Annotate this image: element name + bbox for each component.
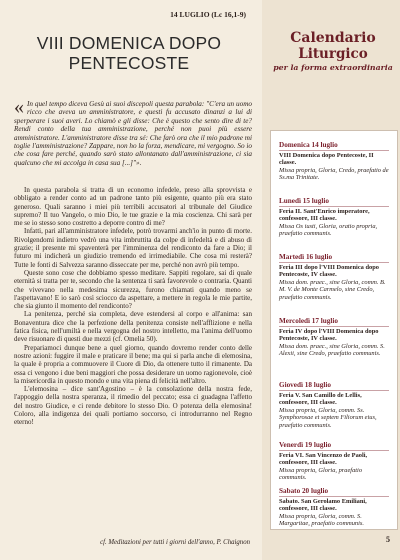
day-rank: Sabato. San Gerolamo Emiliani, confessore, III classe. (279, 498, 367, 513)
calendar-day (271, 141, 397, 182)
calendar-day (271, 381, 397, 429)
calendar-days-box (270, 130, 398, 530)
calendar-title-line1: Calendario (290, 30, 376, 46)
meditation-body (14, 186, 252, 427)
day-date: Venerdì 19 luglio (279, 441, 389, 451)
day-rank: VIII Domenica dopo Pentecoste, II classe. (279, 152, 374, 167)
day-rank: Feria II. Sant'Enrico imperatore, confessore, III classe. (279, 208, 370, 223)
day-rank: Feria III dopo l'VIII Domenica dopo Pentecoste, IV classe. (279, 264, 379, 279)
day-mass: Missa propria, Gloria, praefatio communis. (279, 466, 363, 482)
calendar-day (271, 253, 397, 301)
day-date: Lunedì 15 luglio (279, 197, 389, 207)
quote-text: In quel tempo diceva Gesù ai suoi discepoli questa parabola: "C'era un uomo ricco che aveva un amministratore, e questi fu accusato dinanzi a lui di sperperare i suoi averi. Lo chiamò e gli disse: Che è questo che sento dire di te? Rendi conto della tua amministrazione, perché non puoi più essere amministratore. L'amministratore disse tra sé: Che farò ora che il mio padrone mi toglie l'amministrazione? Zappare, non ho la forza, mendicare, mi vergogno. So io che cosa fare perché, quando sarò stato allontanato dall'amministrazione, ci sia qualcuno che mi accolga in casa sua [...]"». (14, 100, 252, 167)
calendar-header (270, 30, 396, 73)
day-mass: Missa propria, Gloria, comm. S. Margaritae, praefatio communis. (279, 512, 364, 528)
day-date: Giovedì 18 luglio (279, 381, 389, 391)
day-date: Sabato 20 luglio (279, 487, 389, 497)
calendar-subtitle: per la forma extraordinaria (273, 63, 393, 72)
day-rank: Feria V. San Camillo de Lellis, confessore, III classe. (279, 392, 362, 407)
gospel-reference: 14 LUGLIO (Lc 16,1-9) (170, 10, 246, 19)
day-mass: Missa propria, Gloria, comm. Ss. Symphorosae et septem Filiorum eius, praefatio communis. (279, 406, 377, 429)
day-mass: Missa dom. praec., sine Gloria, comm. S. Alexii, sine Credo, praefatio communis. (279, 342, 385, 358)
day-date: Martedì 16 luglio (279, 253, 389, 263)
paragraph: Infatti, pari all'amministratore infedele, potrò trovarmi anch'io in punto di morte. Rivolgendomi indietro vedrò una vita imbruttita da colpe di infedeltà e di abuso di grazie; il presente mi spaventerà per l'imminenza del rendiconto da fare a Dio; il futuro mi indicherà un giudizio tremendo ed irrimediabile. Che cosa mi resterà? Tutte le fonti di Salvezza saranno disseccate per me, perché non avrò più tempo. (14, 227, 252, 269)
day-rank: Feria VI. San Vincenzo de Paoli, confessore, III classe. (279, 452, 368, 467)
paragraph: In questa parabola si tratta di un economo infedele, preso alla sprovvista e obbligato a render conto ad un padrone tanto più esigente, quanto più era stato generoso. Quali saranno i miei più terribili accusatori al tribunale del Giudice supremo? Il tuo Vangelo, o mio Dio, le tue grazie e la mia coscienza. Chi sarà per me se io stesso sono costretto a deporre contro di me? (14, 186, 252, 228)
day-date: Domenica 14 luglio (279, 141, 389, 151)
sidebar-calendar (262, 0, 400, 560)
paragraph: Prepariamoci dunque bene a quel giorno, quando dovremo render conto delle nostre azioni: fuggire il male e praticare il bene; ma qui si parla anche di elemosina, la quale è propria a commuovere il Cuore di Dio, da ottenere tutto il rimanente. Da essa ci vengono i due beni maggiori che possa desiderare un uomo ragionevole, cioè la misericordia in questo mondo e una vita piena di felicità nell'altro. (14, 343, 252, 385)
day-mass: Missa dom. praec., sine Gloria, comm. B. M. V. de Monte Carmelo, sine Credo, praefatio communis. (279, 278, 386, 301)
paragraph: Queste sono cose che dobbiamo spesso meditare. Sappiti regolare, sai di quale eternità si tratta per te, secondo che la sentenza ti sarà favorevole o contraria. Quanti che vivevano nella medesima sicurezza, furono chiamati quando meno se l'aspettavano! E io sarò così sciocco da aspettare, a mettere in regola le mie partite, che sia giunto il momento del rendiconto? (14, 268, 252, 311)
calendar-day (271, 317, 397, 358)
page-title: VIII DOMENICA DOPO PENTECOSTE (36, 33, 222, 73)
calendar-day (271, 487, 397, 528)
day-date: Mercoledì 17 luglio (279, 317, 389, 327)
quote-mark: « (14, 96, 24, 118)
day-mass: Missa propria, Gloria, Credo, praefatio de Ss.ma Trinitate. (279, 166, 389, 182)
day-mass: Missa Os iusti, Gloria, oratio propria, praefatio communis. (279, 222, 378, 238)
paragraph: La penitenza, perché sia completa, deve estendersi al corpo e all'anima: san Bonaventura dice che la perfezione della penitenza consiste nell'afflizione e nella fatica fisica, nell'umiltà e nella vergogna del nostro intelletto, ma l'anima dell'uomo deve risuonare di questi due mezzi (cf. Omelia 50). (14, 310, 252, 344)
calendar-day (271, 197, 397, 238)
calendar-day (271, 441, 397, 482)
citation: cf. Meditazioni per tutti i giorni dell'anno, P. Chaignon (100, 539, 250, 546)
paragraph: L'elemosina – dice sant'Agostino – è la consolazione della nostra fede, l'appoggio della nostra speranza, il rimedio del peccato; essa ci guadagna l'affetto del nostro Giudice, e ci rende debitore lo stesso Dio. O potenza della elemosina! Coloro, alla indigenza dei quali portiamo soccorso, ci introdurranno nel Regno eterno! (14, 385, 252, 427)
page-number: 5 (386, 535, 390, 544)
day-rank: Feria IV dopo l'VIII Domenica dopo Pentecoste, IV classe. (279, 328, 379, 343)
gospel-quote (14, 96, 252, 167)
calendar-title-line2: Liturgico (298, 46, 368, 62)
